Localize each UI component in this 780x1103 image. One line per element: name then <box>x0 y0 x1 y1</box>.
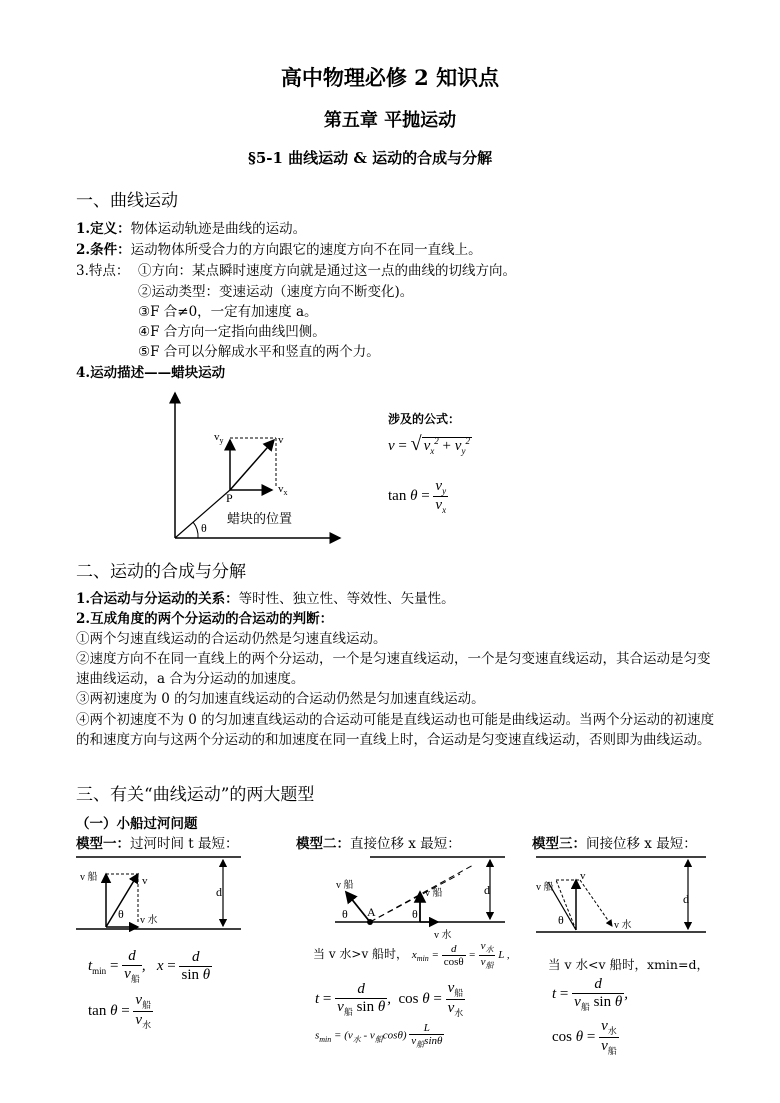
definition-text: 物体运动轨迹是曲线的运动。 <box>130 221 307 237</box>
v-label: v <box>142 875 148 887</box>
feature-item-2: ②运动类型：变速运动（速度方向不断变化)。 <box>138 284 414 300</box>
theta-label: θ <box>201 521 207 535</box>
judge-item-4: ④两个初速度不为 0 的匀加速直线运动的合运动可能是直线运动也可能是曲线运动。当两个分运动的初速度的和速度方向与这两个分运动的和加速度在同一直线上时，合运动是匀变速直线运动，否则即为曲线运动。 <box>76 712 715 748</box>
feature-item-1: ①方向：某点瞬时速度方向就是通过这一点的曲线的切线方向。 <box>138 263 516 279</box>
model2-xmin-formula: 当 v 水>v 船时， $x_{min}$ = $\frac{d}{\cos\theta}$ = $\frac{v_水}{v_船}$ L , <box>313 940 510 971</box>
v-arrow <box>230 440 274 490</box>
v-water-label: v 水 <box>434 930 452 941</box>
relation-label: 1.合运动与分运动的关系： <box>76 591 239 607</box>
formula-label: 涉及的公式： <box>388 412 461 426</box>
model3-t-formula: t = $\frac{d}{v_船 \sin \theta}$ , <box>552 976 628 1012</box>
dashed-path-1 <box>370 864 475 922</box>
v-label: v <box>580 870 586 882</box>
model2-smin-formula: $s_{min} = (v_水 - v_船\cos\theta)$ $\frac{L}{v_船\sin\theta}$ <box>315 1022 443 1050</box>
model1-tmin-formula: $t_{min}$ = $\frac{d}{v_船}$ , x = $\frac{d}{\text{sin θ}}$ <box>88 948 211 984</box>
relation-text: 等时性、独立性、等效性、矢量性。 <box>238 591 455 607</box>
condition-label: 2.条件： <box>76 242 131 258</box>
wax-position-caption: 蜡块的位置 <box>227 511 293 526</box>
vy-label: $v_y$ <box>214 431 224 445</box>
model2-t-formula: t = $\frac{d}{v_船 \sin \theta}$ , cos θ = $\frac{v_船}{v_水}$ <box>315 980 464 1018</box>
theta-label: θ <box>342 907 348 921</box>
judge-label: 2.互成角度的两个分运动的合运动的判断： <box>76 611 334 627</box>
model3-diagram <box>536 852 716 938</box>
motion-desc-label: 4.运动描述——蜡块运动 <box>76 365 226 381</box>
definition-label: 1.定义： <box>76 221 131 237</box>
feature-item-4: ④F 合方向一定指向曲线凹侧。 <box>138 324 326 340</box>
page-title: 高中物理必修 2 知识点 <box>280 65 500 90</box>
v-water-label: v 水 <box>140 915 158 926</box>
p-label: P <box>226 491 233 505</box>
section-title: §5-1 曲线运动 & 运动的合成与分解 <box>248 149 493 167</box>
judge-item-3: ③两初速度为 0 的匀加速直线运动的合运动仍然是匀加速直线运动。 <box>76 691 485 707</box>
d-label: d <box>216 885 222 899</box>
model1-title <box>76 834 239 854</box>
theta-label: θ <box>118 907 124 921</box>
definition-line <box>76 219 306 239</box>
judge-item-1: ①两个匀速直线运动的合运动仍然是匀速直线运动。 <box>76 631 387 647</box>
d-label: d <box>683 892 689 906</box>
model3-title <box>532 834 697 854</box>
model1-diagram <box>76 852 246 932</box>
v-water-label: v 水 <box>614 920 632 931</box>
model3-cos-formula: cos θ = $\frac{v_水}{v_船}$ <box>552 1018 617 1056</box>
v-boat-label-2: v 船 <box>425 888 443 899</box>
model1-label: 模型一： <box>76 836 130 852</box>
feature-item-3: ③F 合≠0，一定有加速度 a。 <box>138 304 318 320</box>
model2-diagram <box>330 852 510 942</box>
vx-label: $v_x$ <box>278 483 288 497</box>
theta-label: θ <box>558 913 564 927</box>
model2-condition: 当 v 水>v 船时， <box>313 947 409 962</box>
v-boat-label: v 船 <box>336 880 354 891</box>
model2-text: 直接位移 x 最短： <box>350 836 461 852</box>
condition-line <box>76 240 482 260</box>
model2-title <box>296 834 461 854</box>
feature-item-5: ⑤F 合可以分解成水平和竖直的两个力。 <box>138 344 380 360</box>
theta-arc <box>193 522 198 538</box>
v-boat-label: v 船 <box>80 872 98 883</box>
part1-heading: 一、曲线运动 <box>76 191 178 211</box>
a-label: A <box>367 905 376 919</box>
relation-line <box>76 589 455 609</box>
model3-text: 间接位移 x 最短： <box>586 836 697 852</box>
wax-block-diagram <box>160 388 350 546</box>
model1-text: 过河时间 t 最短： <box>130 836 239 852</box>
v-label: v <box>278 434 284 446</box>
boat-problem-subheading: （一）小船过河问题 <box>76 816 198 832</box>
features-label: 3.特点： <box>76 263 130 279</box>
judge-item-2: ②速度方向不在同一直线上的两个分运动，一个是匀速直线运动，一个是匀变速直线运动，其合运动是匀变速曲线运动，a 合为分运动的加速度。 <box>76 651 711 687</box>
v-boat-label: v 船 <box>536 882 554 893</box>
model2-label: 模型二： <box>296 836 350 852</box>
formula-speed: v = √ $v_x^2 + v_y^2$ <box>388 433 470 456</box>
model1-tan-formula: tan θ = $\frac{v_船}{v_水}$ <box>88 992 152 1030</box>
model3-label: 模型三： <box>532 836 586 852</box>
part3-heading: 三、有关“曲线运动”的两大题型 <box>76 785 315 805</box>
v-water-dashed <box>580 880 612 926</box>
part2-heading: 二、运动的合成与分解 <box>76 562 246 582</box>
formula-tan: tan θ = $\frac{v_y}{v_x}$ <box>388 478 447 515</box>
theta-label-2: θ <box>412 907 418 921</box>
model3-condition: 当 v 水<v 船时，xmin=d， <box>548 957 709 972</box>
d-label: d <box>484 883 490 897</box>
chapter-title: 第五章 平抛运动 <box>323 110 457 131</box>
condition-text: 运动物体所受合力的方向跟它的速度方向不在同一直线上。 <box>130 242 482 258</box>
